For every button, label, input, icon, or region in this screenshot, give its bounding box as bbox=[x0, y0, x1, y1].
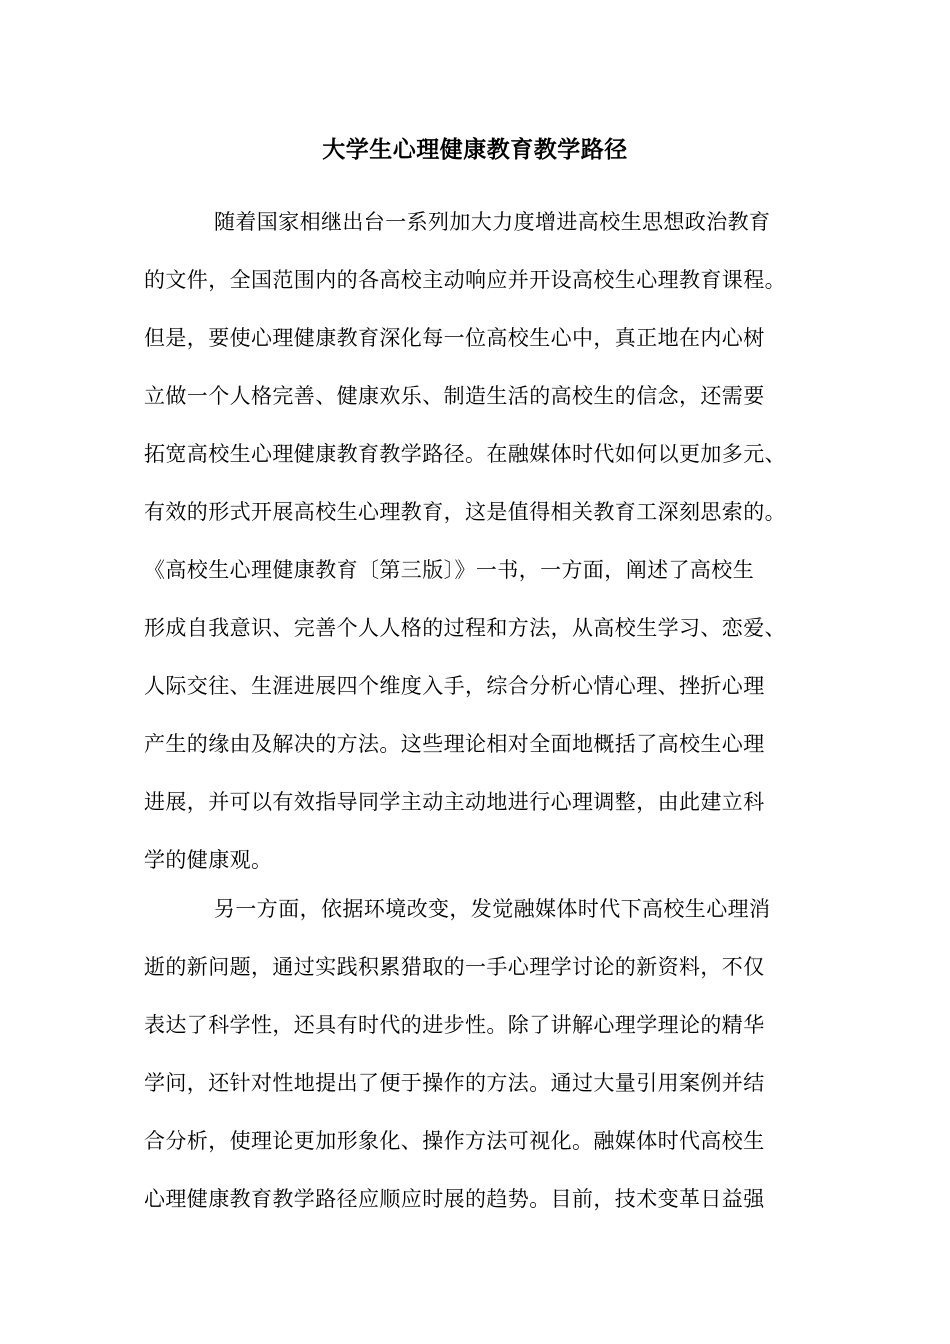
paragraph-1 bbox=[144, 193, 824, 889]
paragraph-line: 另一方面，依据环境改变，发觉融媒体时代下高校生心理消 bbox=[214, 897, 771, 921]
paragraph-line: 的文件，全国范围内的各高校主动响应并开设高校生心理教育课程。 bbox=[144, 268, 786, 292]
paragraph-line: 但是，要使心理健康教育深化每一位高校生心中，真正地在内心树 bbox=[144, 326, 765, 350]
paragraph-line: 心理健康教育教学路径应顺应时展的趋势。目前，技术变革日益强 bbox=[144, 1187, 765, 1211]
paragraph-line: 拓宽高校生心理健康教育教学路径。在融媒体时代如何以更加多元、 bbox=[144, 442, 786, 466]
paragraph-line: 立做一个人格完善、健康欢乐、制造生活的高校生的信念，还需要 bbox=[144, 384, 765, 408]
document-title: 大学生心理健康教育教学路径 bbox=[322, 136, 628, 163]
paragraph-line: 《高校生心理健康教育〔第三版〕》一书，一方面，阐述了高校生 bbox=[144, 558, 755, 582]
paragraph-2 bbox=[144, 880, 824, 1228]
paragraph-line: 进展，并可以有效指导同学主动主动地进行心理调整，由此建立科 bbox=[144, 790, 765, 814]
paragraph-line: 随着国家相继出台一系列加大力度增进高校生思想政治教育 bbox=[214, 210, 771, 234]
paragraph-line: 合分析，使理论更加形象化、操作方法可视化。融媒体时代高校生 bbox=[144, 1129, 765, 1153]
paragraph-line: 表达了科学性，还具有时代的进步性。除了讲解心理学理论的精华 bbox=[144, 1013, 765, 1037]
paragraph-line: 产生的缘由及解决的方法。这些理论相对全面地概括了高校生心理 bbox=[144, 732, 765, 756]
paragraph-line: 学的健康观。 bbox=[144, 848, 273, 872]
paragraph-line: 学问，还针对性地提出了便于操作的方法。通过大量引用案例并结 bbox=[144, 1071, 765, 1095]
paragraph-line: 有效的形式开展高校生心理教育，这是值得相关教育工深刻思索的。 bbox=[144, 500, 786, 524]
paragraph-line: 人际交往、生涯进展四个维度入手，综合分析心情心理、挫折心理 bbox=[144, 674, 765, 698]
paragraph-line: 逝的新问题，通过实践积累猎取的一手心理学讨论的新资料，不仅 bbox=[144, 955, 765, 979]
paragraph-line: 形成自我意识、完善个人人格的过程和方法，从高校生学习、恋爱、 bbox=[144, 616, 786, 640]
